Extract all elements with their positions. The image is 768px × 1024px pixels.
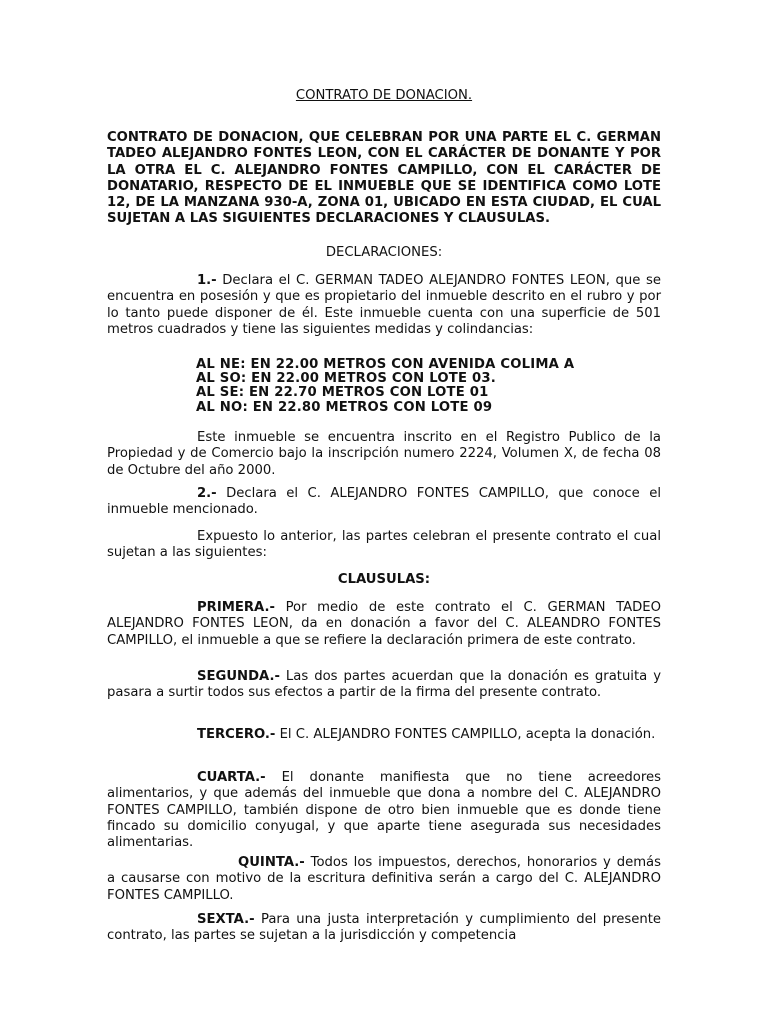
clause-segunda-label: SEGUNDA.- [197,669,280,684]
clause-sexta-label: SEXTA.- [197,912,255,927]
expuesto-paragraph [107,529,661,562]
clause-segunda [107,669,661,702]
boundary-se: AL SE: EN 22.70 METROS CON LOTE 01 [196,385,489,401]
intro-paragraph: CONTRATO DE DONACION, QUE CELEBRAN POR UNA PARTE EL C. GERMAN TADEO ALEJANDRO FONTES LEON, CON EL CARÁCTER DE DONANTE Y POR LA OTRA EL C. ALEJANDRO FONTES CAMPILLO, CON EL CARÁCTER DE DONATARIO, RESPECTO DE EL INMUEBLE QUE SE IDENTIFICA COMO LOTE 12, DE LA MANZANA 930-A, ZONA 01, UBICADO EN ESTA CIUDAD, EL CUAL SUJETAN A LAS SIGUIENTES DECLARACIONES Y CLAUSULAS. [107,130,661,227]
clause-cuarta-label: CUARTA.- [197,770,266,785]
declaration-2 [107,486,661,519]
clause-cuarta-text: El donante manifiesta que no tiene acreedores alimentarios, y que además del inmueble que dona a nombre del C. ALEJANDRO FONTES CAMPILLO, también dispone de otro bien inmueble que es donde tiene fincado su domicilio conyugal, y que aparte tiene asegurada sus necesidades alimentarias. [107,770,661,851]
declaration-1-text: Declara el C. GERMAN TADEO ALEJANDRO FONTES LEON, que se encuentra en posesión y que es propietario del inmueble descrito en el rubro y por lo tanto puede disponer de él. Este inmueble cuenta con una superficie de 501 metros cuadrados y tiene las siguientes medidas y colindancias: [107,273,661,337]
clause-primera-text: Por medio de este contrato el C. GERMAN TADEO ALEJANDRO FONTES LEON, da en donación a favor del C. ALEANDRO FONTES CAMPILLO, el inmueble a que se refiere la declaración primera de este contrato. [107,600,661,648]
clause-tercero-text: El C. ALEJANDRO FONTES CAMPILLO, acepta la donación. [275,727,656,742]
registry-text: Este inmueble se encuentra inscrito en el Registro Publico de la Propiedad y de Comercio bajo la inscripción numero 2224, Volumen X, de fecha 08 de Octubre del año 2000. [107,430,661,478]
clause-quinta [107,855,661,904]
boundary-no: AL NO: EN 22.80 METROS CON LOTE 09 [196,399,493,415]
document-title: CONTRATO DE DONACION. [295,88,473,103]
clause-primera-label: PRIMERA.- [197,600,275,615]
registry-paragraph [107,430,661,479]
boundaries-list [196,358,574,415]
declaration-1-label: 1.- [197,273,217,288]
declaration-2-label: 2.- [197,486,217,501]
clause-tercero [107,727,661,743]
clause-sexta-text: Para una justa interpretación y cumplimiento del presente contrato, las partes se sujetan a la jurisdicción y competencia [107,912,661,944]
clause-primera [107,600,661,649]
declaration-2-text: Declara el C. ALEJANDRO FONTES CAMPILLO, que conoce el inmueble mencionado. [107,486,661,518]
boundary-so: AL SO: EN 22.00 METROS CON LOTE 03. [196,371,496,387]
boundary-ne: AL NE: EN 22.00 METROS CON AVENIDA COLIMA A [196,357,575,372]
declaration-1 [107,273,661,338]
clause-cuarta [107,770,661,851]
expuesto-text: Expuesto lo anterior, las partes celebran el presente contrato el cual sujetan a las siguientes: [107,529,661,561]
clause-quinta-text: Todos los impuestos, derechos, honorarios y demás a causarse con motivo de la escritura definitiva serán a cargo del C. ALEJANDRO FONTES CAMPILLO. [107,855,661,903]
clause-segunda-text: Las dos partes acuerdan que la donación es gratuita y pasara a surtir todos sus efectos a partir de la firma del presente contrato. [107,669,661,701]
clausulas-heading: CLAUSULAS: [337,572,431,587]
clause-quinta-label: QUINTA.- [238,855,305,870]
clause-sexta [107,912,661,945]
declaraciones-heading: DECLARACIONES: [325,245,443,260]
clause-tercero-label: TERCERO.- [197,727,276,742]
